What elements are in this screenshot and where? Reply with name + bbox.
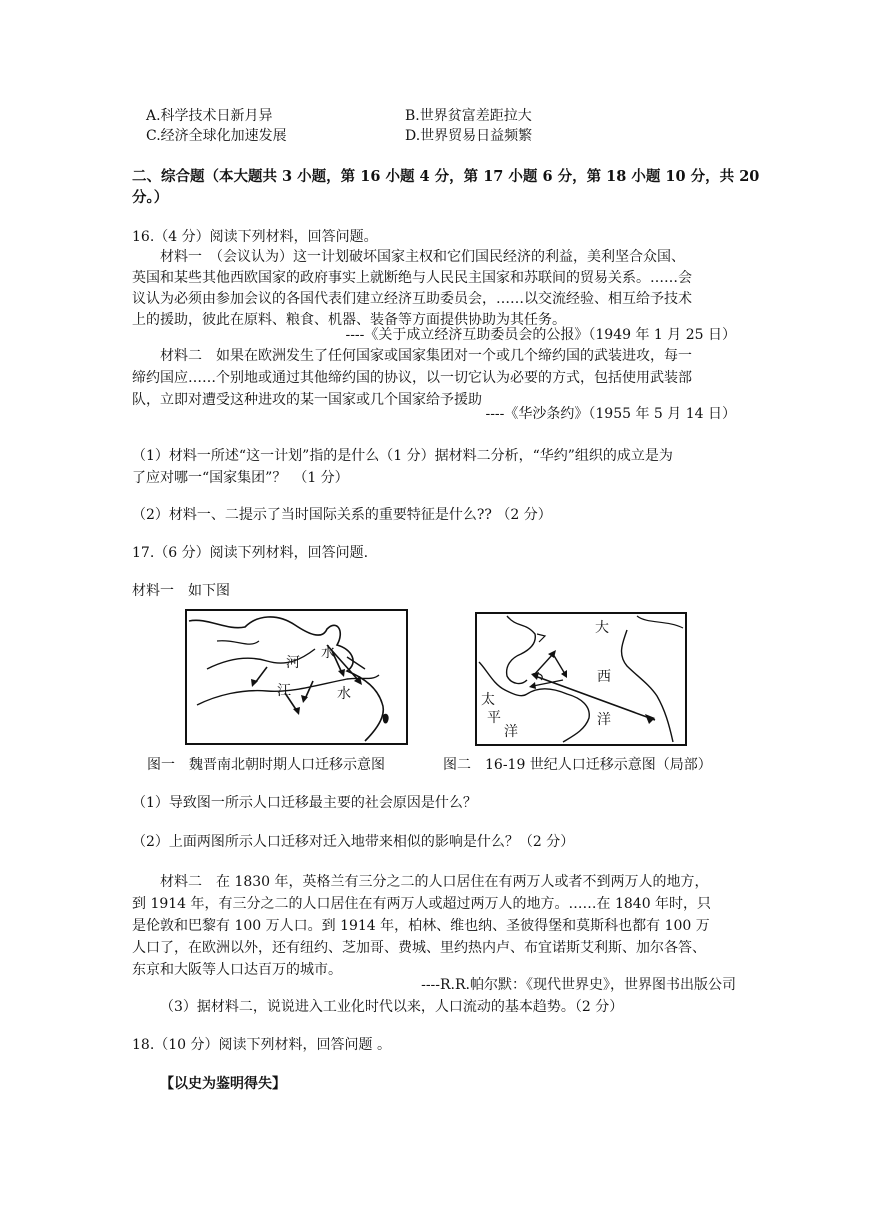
- map2-label: 太: [481, 692, 495, 708]
- q17-question1: （1）导致图一所示人口迁移最主要的社会原因是什么？: [132, 795, 477, 811]
- q18-heading: 【以史为鉴明得失】: [160, 1076, 286, 1092]
- map1-island: [383, 714, 389, 724]
- q16-material2-line: 缔约国应……个别地或通过其他缔约国的协议，以一切它认为必要的方式，包括使用武装部: [132, 370, 692, 386]
- map2-label: 洋: [504, 724, 518, 740]
- q16-title: 16.（4 分）阅读下列材料，回答问题。: [132, 229, 378, 245]
- figure-2-caption: 图二 16-19 世纪人口迁移示意图（局部）: [443, 757, 712, 773]
- q17-material2-line: 东京和大阪等人口达百万的城市。: [132, 962, 342, 978]
- q16-material2-line: 队，立即对遭受这种进攻的某一国家或几个国家给予援助: [132, 392, 482, 408]
- q16-material2-line: 材料二 如果在欧洲发生了任何国家或国家集团对一个或几个缔约国的武装进攻，每一: [160, 348, 692, 364]
- map1-label: 水: [337, 686, 351, 702]
- q16-question1-line: （1）材料一所述“这一计划”指的是什么（1 分）据材料二分析，“华约”组织的成立是为: [132, 448, 673, 464]
- option-a: A.科学技术日新月异: [146, 108, 273, 124]
- q16-material1-line: 英国和某些其他西欧国家的政府事实上就断绝与人民民主国家和苏联间的贸易关系。……会: [132, 270, 692, 286]
- q16-material1-line: 议认为必须由参加会议的各国代表们建立经济互助委员会，……以交流经验、相互给予技术: [132, 291, 692, 307]
- q17-material2-line: 是伦敦和巴黎有 100 万人口。到 1914 年，柏林、维也纳、圣彼得堡和莫斯科也都有 100 万: [132, 918, 710, 934]
- q17-material2-source: ----R.R.帕尔默：《现代世界史》，世界图书出版公司: [421, 977, 736, 993]
- section-heading-line2: 分。）: [132, 189, 169, 206]
- map2-label: 西: [597, 669, 611, 685]
- map2-label: 大: [595, 620, 609, 636]
- map2-label: 洋: [597, 712, 611, 728]
- option-d: D.世界贸易日益频繁: [405, 128, 533, 144]
- map1-arrowhead: [293, 707, 300, 715]
- section-heading-line1: 二、综合题（本大题共 3 小题，第 16 小题 4 分，第 17 小题 6 分，第 18 小题 10 分，共 20: [132, 168, 760, 185]
- map2-arrow-mark: [537, 634, 545, 642]
- option-c: C.经济全球化加速发展: [146, 128, 287, 144]
- map-figure-1-drawing: [187, 611, 406, 743]
- q16-question1-line: 了应对哪一“国家集团”？ （1 分）: [132, 470, 349, 486]
- q16-material2-source: ----《华沙条约》（1955 年 5 月 14 日）: [485, 406, 736, 422]
- map-figure-2: [475, 612, 687, 746]
- q17-title: 17.（6 分）阅读下列材料，回答问题.: [132, 545, 369, 561]
- q17-question2: （2）上面两图所示人口迁移对迁入地带来相似的影响是什么？（2 分）: [132, 834, 575, 850]
- map1-label: 河: [286, 655, 300, 671]
- q16-question2: （2）材料一、二提示了当时国际关系的重要特征是什么?? （2 分）: [132, 507, 552, 523]
- option-b: B.世界贫富差距拉大: [405, 108, 532, 124]
- map1-arrow: [255, 667, 267, 683]
- q16-material1-source: ----《关于成立经济互助委员会的公报》（1949 年 1 月 25 日）: [345, 327, 736, 343]
- map2-north-america: [507, 616, 536, 683]
- map1-label: 江: [277, 683, 291, 699]
- map2-arrowhead: [529, 682, 536, 689]
- map2-europe: [637, 616, 683, 628]
- map2-arrow: [553, 654, 565, 674]
- map2-label: 平: [487, 710, 501, 726]
- q17-material2-line: 材料二 在 1830 年，英格兰有三分之二的人口居住在有两万人或者不到两万人的地方，: [160, 874, 709, 890]
- figure-1-caption: 图一 魏晋南北朝时期人口迁移示意图: [147, 757, 385, 773]
- q16-material1-line: 材料一 （会议认为）这一计划破坏国家主权和它们国民经济的利益，美利坚合众国、: [160, 249, 685, 265]
- map2-arrowhead: [645, 714, 655, 724]
- map1-label: 水: [321, 645, 335, 661]
- map1-arrow: [347, 657, 365, 669]
- map2-south-america: [527, 689, 589, 742]
- q17-material2-line: 到 1914 年，有三分之二的人口居住在有两万人或超过两万人的地方。……在 1840 年时，只: [132, 896, 712, 912]
- q16-material1-line: 上的援助，彼此在原料、粮食、机器、装备等方面提供协助为其任务。: [132, 312, 566, 328]
- map1-arrowhead: [338, 669, 345, 677]
- q17-question3: （3）据材料二，说说进入工业化时代以来，人口流动的基本趋势。（2 分）: [160, 999, 624, 1015]
- map2-africa: [622, 630, 673, 742]
- q18-title: 18.（10 分）阅读下列材料，回答问题 。: [132, 1037, 391, 1053]
- map1-arrow: [305, 681, 313, 699]
- q17-material1-label: 材料一 如下图: [132, 583, 230, 599]
- map2-central-america: [479, 662, 527, 696]
- q17-material2-line: 人口了，在欧洲以外，还有纽约、芝加哥、费城、里约热内卢、布宜诺斯艾利斯、加尔各答、: [132, 940, 706, 956]
- map1-northern-ridge: [217, 641, 259, 644]
- map2-arrow: [533, 654, 553, 676]
- map-figure-1: [185, 609, 408, 745]
